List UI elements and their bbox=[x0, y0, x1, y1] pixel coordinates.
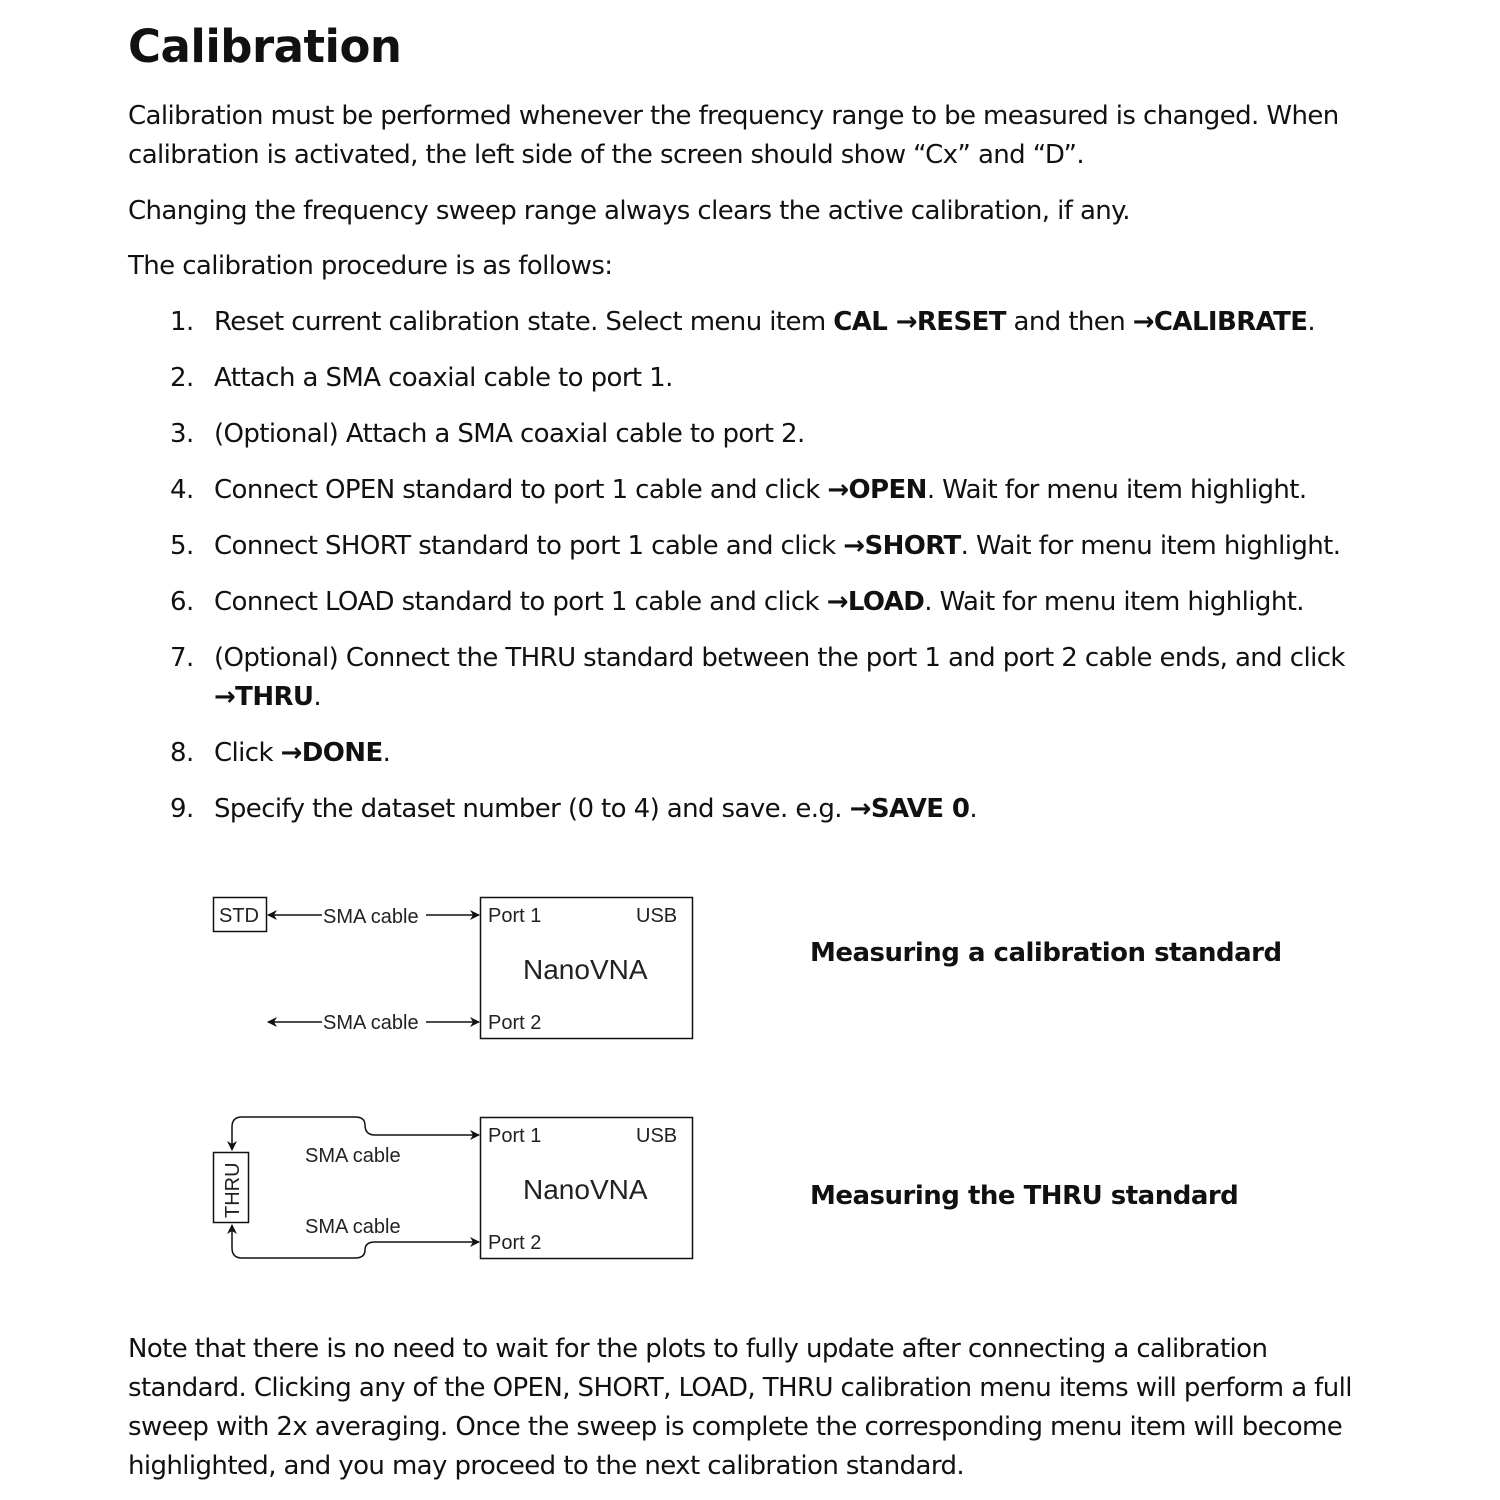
cable-1 bbox=[232, 1117, 479, 1167]
cable-1-label: SMA cable bbox=[323, 906, 419, 928]
step-text: Attach a SMA coaxial cable to port 1. bbox=[214, 363, 673, 393]
list-item bbox=[128, 527, 1368, 566]
port-1-label: Port 1 bbox=[488, 905, 542, 927]
step-number: 8. bbox=[170, 738, 194, 768]
menu-command: →RESET bbox=[895, 307, 1006, 337]
std-box bbox=[214, 898, 267, 932]
list-item bbox=[128, 415, 1368, 454]
step-text: Connect LOAD standard to port 1 cable and click bbox=[214, 587, 827, 617]
intro-paragraph-3: The calibration procedure is as follows: bbox=[128, 251, 613, 281]
step-number: 9. bbox=[170, 794, 194, 824]
step-text: Specify the dataset number (0 to 4) and save. e.g. bbox=[214, 794, 850, 824]
step-text: Connect OPEN standard to port 1 cable and click bbox=[214, 475, 828, 505]
list-item bbox=[128, 359, 1368, 398]
std-label: STD bbox=[219, 905, 259, 927]
list-item bbox=[128, 471, 1368, 510]
menu-command: →DONE bbox=[280, 738, 383, 768]
list-item bbox=[128, 583, 1368, 622]
list-item bbox=[128, 303, 1368, 342]
step-number: 1. bbox=[170, 307, 194, 337]
usb-label: USB bbox=[636, 905, 678, 927]
cable-2 bbox=[232, 1216, 479, 1258]
step-text: Reset current calibration state. Select menu item bbox=[214, 307, 834, 337]
nanovna-box bbox=[481, 1118, 693, 1259]
step-text: . Wait for menu item highlight. bbox=[924, 587, 1304, 617]
menu-command: →OPEN bbox=[827, 475, 927, 505]
diagram-thru-standard bbox=[200, 1100, 710, 1280]
intro-paragraph-1: Calibration must be performed whenever the frequency range to be measured is changed. When calibration is activated, the left side of the screen should show “Cx” and “D”. bbox=[128, 101, 1339, 170]
list-item bbox=[128, 734, 1368, 773]
cable-1 bbox=[268, 906, 479, 928]
device-label: NanoVNA bbox=[523, 1174, 648, 1205]
step-text: . bbox=[382, 738, 391, 768]
device-label: NanoVNA bbox=[523, 954, 648, 985]
step-text: . bbox=[969, 794, 978, 824]
step-number: 4. bbox=[170, 475, 194, 505]
menu-command: →SAVE 0 bbox=[849, 794, 970, 824]
step-text: . bbox=[1307, 307, 1316, 337]
step-text: Click bbox=[214, 738, 281, 768]
menu-command: →LOAD bbox=[826, 587, 925, 617]
port-1-label: Port 1 bbox=[488, 1125, 542, 1147]
port-2-label: Port 2 bbox=[488, 1012, 542, 1034]
calibration-steps-list bbox=[128, 303, 1368, 846]
cable-2-label: SMA cable bbox=[323, 1012, 419, 1034]
step-text: . Wait for menu item highlight. bbox=[960, 531, 1341, 561]
step-number: 2. bbox=[170, 363, 194, 393]
note-paragraph: Note that there is no need to wait for the plots to fully update after connecting a calibration standard. Clicking any of the OPEN, SHORT, LOAD, THRU calibration menu items will perform a full sweep with 2x averaging. Once the sweep is complete the corresponding menu item will become highlighted, and you may proceed to the next calibration standard. bbox=[128, 1334, 1352, 1481]
step-text: (Optional) Attach a SMA coaxial cable to port 2. bbox=[214, 419, 805, 449]
diagram-2-caption: Measuring the THRU standard bbox=[810, 1181, 1239, 1211]
step-number: 5. bbox=[170, 531, 194, 561]
list-item bbox=[128, 790, 1368, 829]
step-text: Connect SHORT standard to port 1 cable and click bbox=[214, 531, 844, 561]
thru-label: THRU bbox=[222, 1162, 244, 1218]
step-number: 3. bbox=[170, 419, 194, 449]
usb-label: USB bbox=[636, 1125, 678, 1147]
step-text: (Optional) Connect the THRU standard between the port 1 and port 2 cable ends, and click bbox=[214, 643, 1345, 673]
page-title: Calibration bbox=[128, 20, 402, 73]
diagram-calibration-standard bbox=[200, 880, 710, 1060]
intro-paragraph-2: Changing the frequency sweep range always clears the active calibration, if any. bbox=[128, 196, 1130, 226]
step-number: 6. bbox=[170, 587, 194, 617]
menu-command: →THRU bbox=[214, 682, 314, 712]
step-text: . bbox=[313, 682, 322, 712]
list-item bbox=[128, 639, 1368, 717]
step-number: 7. bbox=[170, 643, 194, 673]
cable-2-label: SMA cable bbox=[305, 1216, 401, 1238]
cable-1-label: SMA cable bbox=[305, 1145, 401, 1167]
thru-box bbox=[214, 1153, 249, 1223]
port-2-label: Port 2 bbox=[488, 1232, 542, 1254]
menu-command: →SHORT bbox=[843, 531, 961, 561]
step-text: . Wait for menu item highlight. bbox=[926, 475, 1307, 505]
nanovna-box bbox=[481, 898, 693, 1039]
cable-2 bbox=[268, 1012, 479, 1034]
diagram-1-caption: Measuring a calibration standard bbox=[810, 938, 1282, 968]
menu-command: CAL bbox=[833, 307, 896, 337]
step-text: and then bbox=[1005, 307, 1133, 337]
menu-command: →CALIBRATE bbox=[1132, 307, 1308, 337]
